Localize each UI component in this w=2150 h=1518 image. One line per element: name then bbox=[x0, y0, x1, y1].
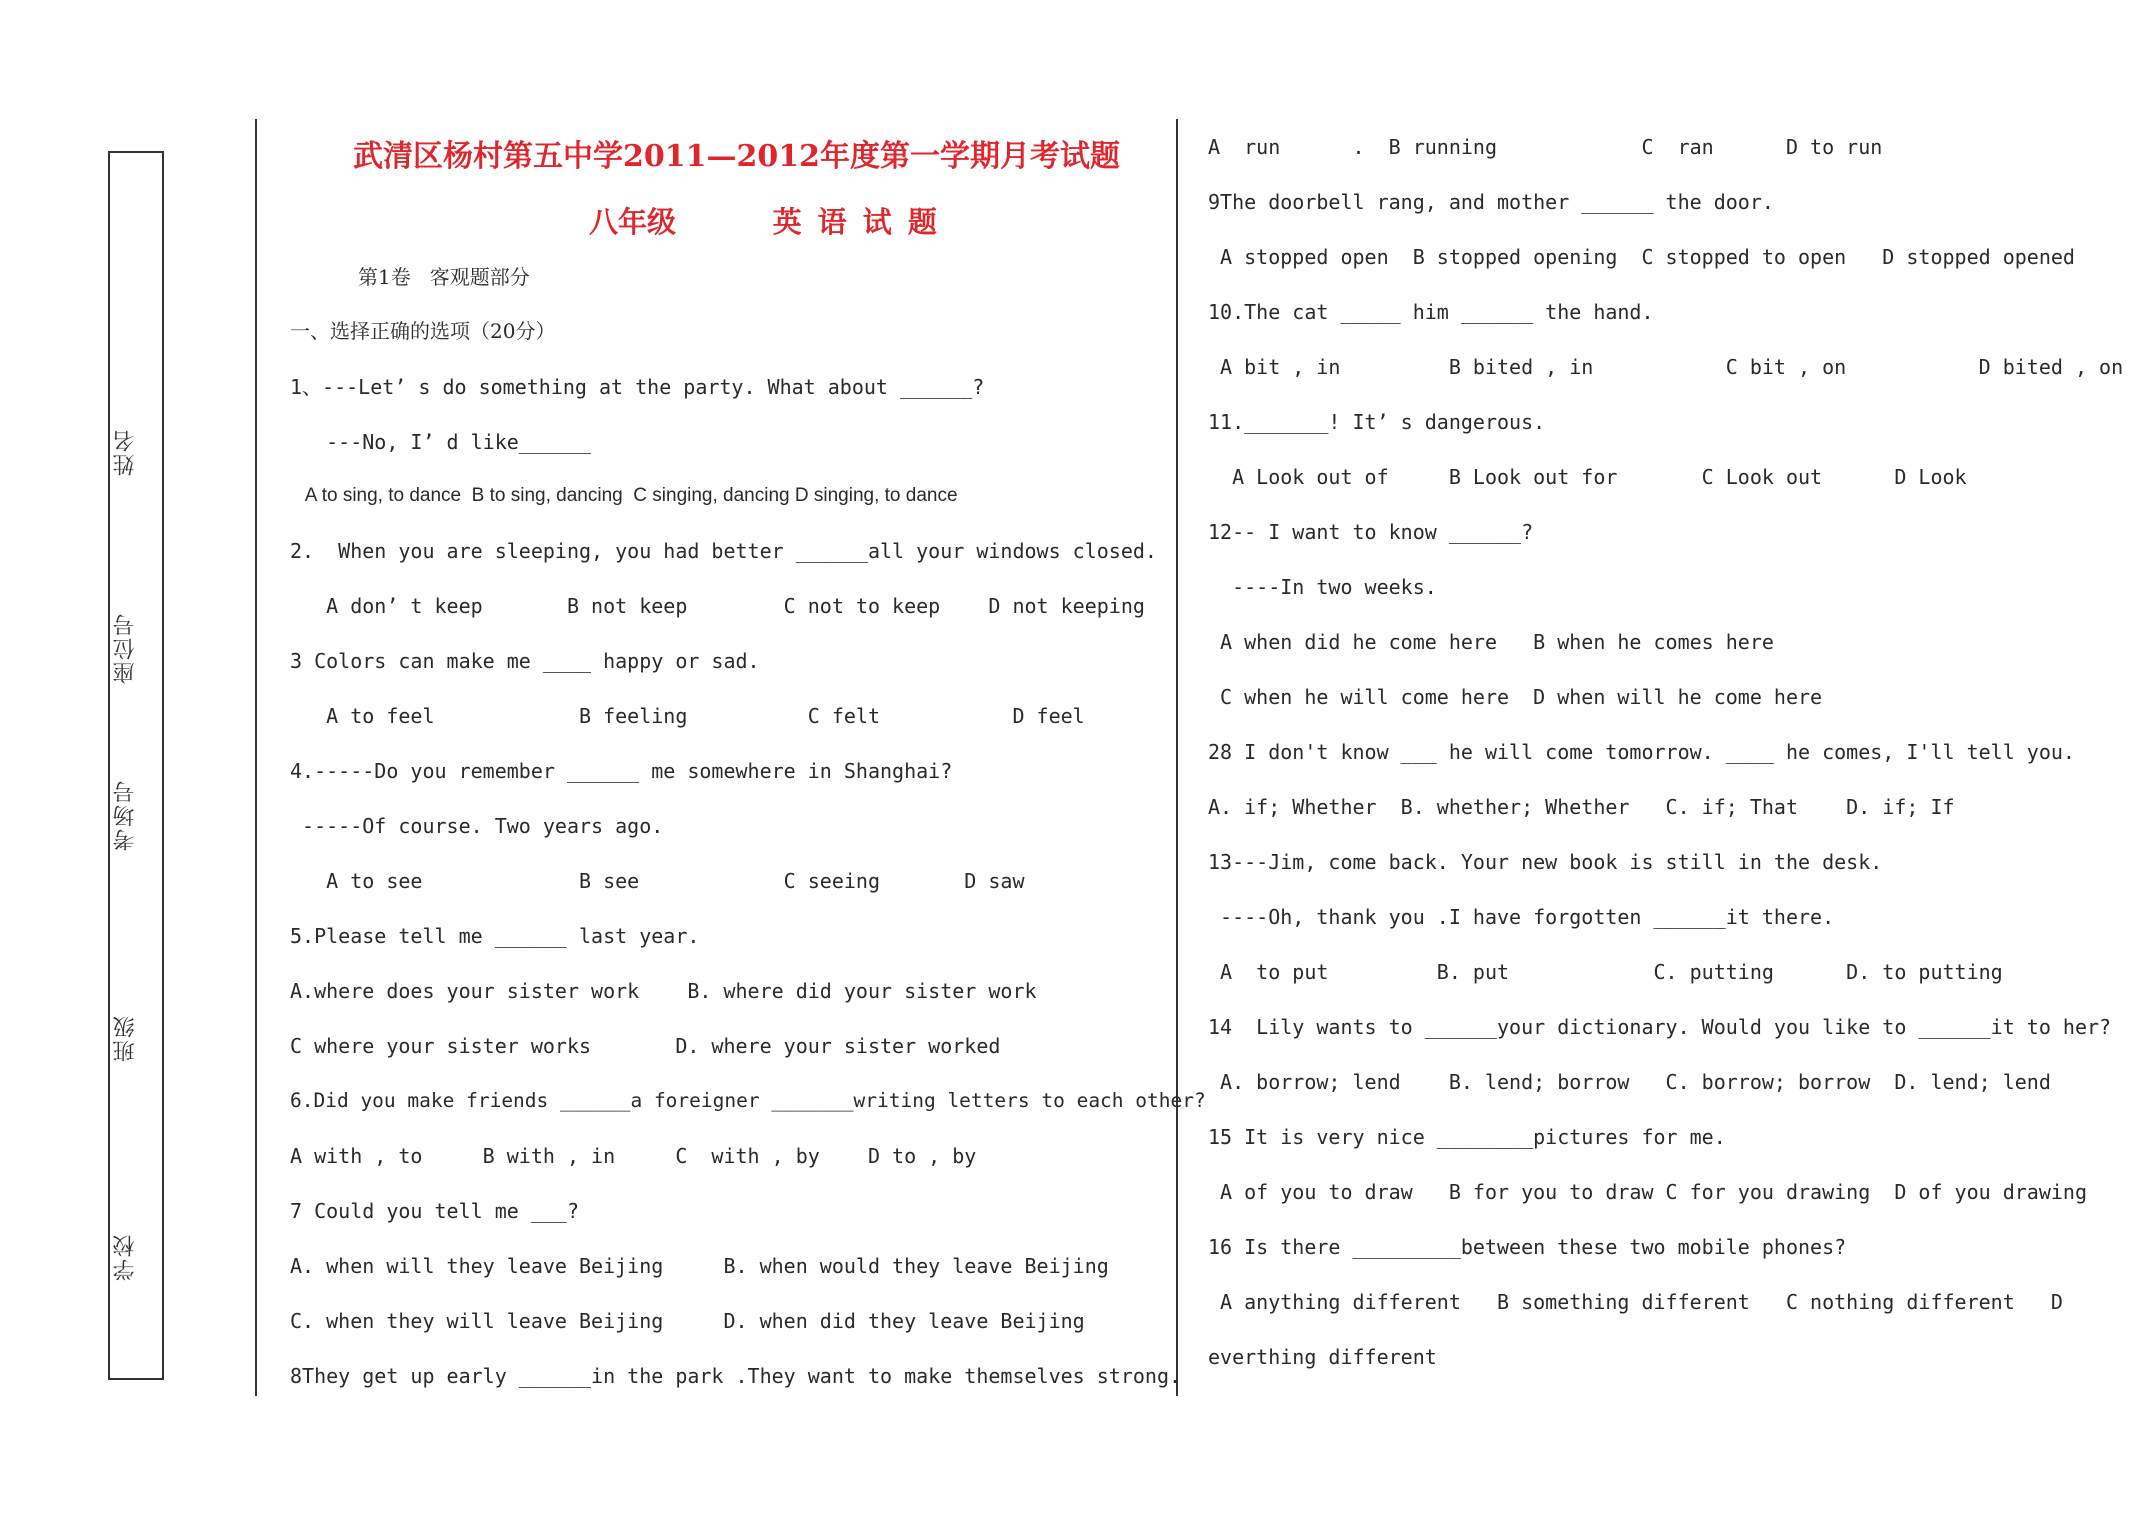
binding-info-box bbox=[108, 151, 164, 1380]
question-line: -----Of course. Two years ago. bbox=[290, 814, 664, 838]
question-line: 10.The cat _____ him ______ the hand. bbox=[1208, 300, 1654, 324]
answer-options-line: A to put B. put C. putting D. to putting bbox=[1208, 960, 2003, 984]
name-label: 姓名 bbox=[113, 428, 138, 476]
question-line: 11._______! It’ s dangerous. bbox=[1208, 410, 1546, 434]
question-line: 14 Lily wants to ______your dictionary. Would you like to ______it to her? bbox=[1208, 1015, 2112, 1039]
school-label: 学校 bbox=[113, 1233, 138, 1281]
answer-options-line: A bit , in B bited , in C bit , on D bited , on bbox=[1208, 355, 2124, 379]
answer-options-line: A with , to B with , in C with , by D to , by bbox=[290, 1144, 977, 1168]
class-label: 班级 bbox=[113, 1014, 138, 1062]
question-line: ----In two weeks. bbox=[1208, 575, 1437, 599]
answer-options-line: A Look out of B Look out for C Look out D Look bbox=[1208, 465, 1967, 489]
exam-title: 武清区杨村第五中学2011—2012年度第一学期月考试题 bbox=[353, 139, 1120, 174]
answer-options-line: A. borrow; lend B. lend; borrow C. borrow; borrow D. lend; lend bbox=[1208, 1070, 2051, 1094]
question-line: 7 Could you tell me ___? bbox=[290, 1199, 579, 1223]
answer-options-line: A to sing, to dance B to sing, dancing C singing, dancing D singing, to dance bbox=[290, 485, 958, 506]
question-line: 16 Is there _________between these two mobile phones? bbox=[1208, 1235, 1847, 1259]
seat-number-label: 座位号 bbox=[113, 612, 138, 684]
question-line: 8They get up early ______in the park .They want to make themselves strong. bbox=[290, 1364, 1182, 1388]
question-line: 15 It is very nice ________pictures for me. bbox=[1208, 1125, 1726, 1149]
answer-options-line: A anything different B something different C nothing different D bbox=[1208, 1290, 2063, 1314]
answer-options-line: A to see B see C seeing D saw bbox=[290, 869, 1025, 893]
question-line: 6.Did you make friends ______a foreigner _______writing letters to each other? bbox=[290, 1089, 1206, 1112]
question-line: ---No, I’ d like______ bbox=[290, 430, 592, 454]
question-line: 5.Please tell me ______ last year. bbox=[290, 924, 700, 948]
question-line: 13---Jim, come back. Your new book is still in the desk. bbox=[1208, 850, 1883, 874]
right-question-column bbox=[1208, 0, 2124, 1369]
column-divider-line bbox=[1176, 119, 1178, 1396]
answer-options-line: A stopped open B stopped opening C stopped to open D stopped opened bbox=[1208, 245, 2075, 269]
section-part-label: 第1卷 客观题部分 bbox=[358, 265, 530, 289]
answer-options-line: C when he will come here D when will he come here bbox=[1208, 685, 1823, 709]
question-line: 4.-----Do you remember ______ me somewhere in Shanghai? bbox=[290, 759, 953, 783]
answer-options-line: everthing different bbox=[1208, 1345, 1437, 1369]
question-line: 3 Colors can make me ____ happy or sad. bbox=[290, 649, 760, 673]
question-line: ----Oh, thank you .I have forgotten ______it there. bbox=[1208, 905, 1835, 929]
exam-subtitle: 八年级 英 语 试 题 bbox=[589, 205, 937, 239]
answer-options-line: A.where does your sister work B. where did your sister work bbox=[290, 979, 1037, 1003]
exam-room-label: 考场号 bbox=[113, 779, 138, 851]
answer-options-line: C where your sister works D. where your sister worked bbox=[290, 1034, 1001, 1058]
question-line: 12-- I want to know ______? bbox=[1208, 520, 1534, 544]
question-line: 9The doorbell rang, and mother ______ the door. bbox=[1208, 190, 1774, 214]
question-line: 1、---Let’ s do something at the party. What about ______? bbox=[290, 375, 985, 399]
answer-options-line: A of you to draw B for you to draw C for you drawing D of you drawing bbox=[1208, 1180, 2087, 1204]
answer-options-line: A run . B running C ran D to run bbox=[1208, 135, 1883, 159]
answer-options-line: C. when they will leave Beijing D. when did they leave Beijing bbox=[290, 1309, 1085, 1333]
answer-options-line: A to feel B feeling C felt D feel bbox=[290, 704, 1085, 728]
answer-options-line: A when did he come here B when he comes here bbox=[1208, 630, 1774, 654]
answer-options-line: A. when will they leave Beijing B. when would they leave Beijing bbox=[290, 1254, 1109, 1278]
left-margin-line bbox=[255, 119, 257, 1396]
answer-options-line: A. if; Whether B. whether; Whether C. if; That D. if; If bbox=[1208, 795, 1955, 819]
answer-options-line: A don’ t keep B not keep C not to keep D not keeping bbox=[290, 594, 1145, 618]
question-line: 2. When you are sleeping, you had better ______all your windows closed. bbox=[290, 539, 1157, 563]
question-line: 28 I don't know ___ he will come tomorrow. ____ he comes, I'll tell you. bbox=[1208, 740, 2075, 764]
section-heading: 一、选择正确的选项（20分） bbox=[290, 319, 556, 343]
